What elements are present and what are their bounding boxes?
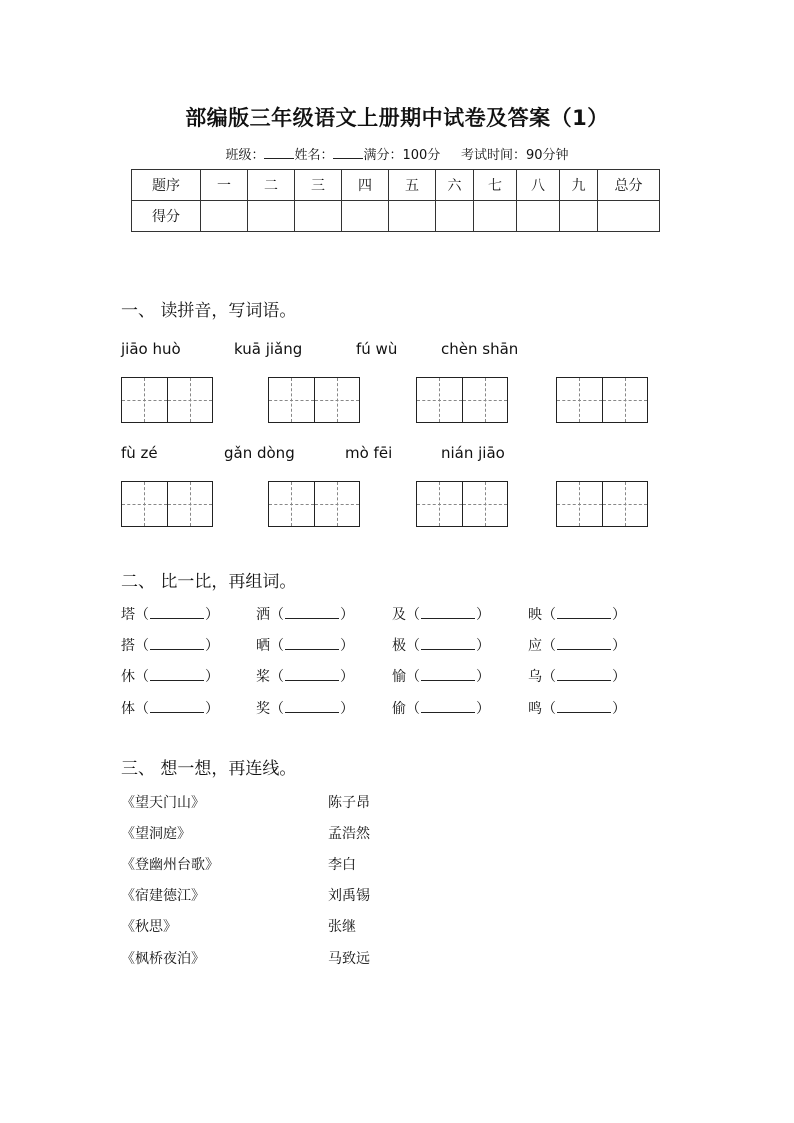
score-header-cell: 五: [389, 170, 436, 201]
name-label: 姓名：: [294, 148, 334, 163]
score-table-score-row: [132, 201, 660, 232]
compare-item: 极（ ）: [392, 638, 490, 654]
exam-time-label: 考试时间：90分钟: [460, 148, 569, 163]
score-table: [131, 169, 660, 232]
compare-item: 鸣（ ）: [528, 701, 626, 717]
compare-item: 塔（ ）: [121, 607, 219, 623]
poem-title[interactable]: 《望天门山》: [121, 795, 205, 811]
writing-grid[interactable]: [268, 377, 360, 423]
compare-char: 体: [121, 701, 135, 717]
compare-item: 及（ ）: [392, 607, 490, 623]
compare-char: 极: [392, 638, 406, 654]
compare-char: 乌: [528, 669, 542, 685]
compare-char: 映: [528, 607, 542, 623]
score-input-cell[interactable]: [517, 201, 560, 232]
score-input-cell[interactable]: [201, 201, 248, 232]
compare-char: 及: [392, 607, 406, 623]
poem-title[interactable]: 《秋思》: [121, 919, 177, 935]
poem-title[interactable]: 《宿建德江》: [121, 888, 205, 904]
writing-grid[interactable]: [556, 377, 648, 423]
compare-char: 愉: [392, 669, 406, 685]
poet-name[interactable]: 马致远: [328, 951, 370, 967]
score-header-cell: 六: [436, 170, 474, 201]
compare-blank[interactable]: [150, 637, 204, 650]
compare-item: 桨（ ）: [256, 669, 354, 685]
poet-name[interactable]: 孟浩然: [328, 826, 370, 842]
compare-blank[interactable]: [285, 606, 339, 619]
compare-item: 休（ ）: [121, 669, 219, 685]
section3-title: 三、 想一想，再连线。: [121, 759, 297, 779]
score-header-cell: 七: [474, 170, 517, 201]
compare-item: 愉（ ）: [392, 669, 490, 685]
page-title: 部编版三年级语文上册期中试卷及答案（1）: [185, 106, 609, 130]
compare-blank[interactable]: [557, 606, 611, 619]
full-score-label: 满分：100分: [363, 148, 441, 163]
compare-blank[interactable]: [557, 668, 611, 681]
name-blank[interactable]: [333, 146, 363, 159]
class-label: 班级：: [225, 148, 265, 163]
class-blank[interactable]: [264, 146, 294, 159]
writing-grid[interactable]: [121, 377, 213, 423]
score-row-label: 得分: [132, 201, 201, 232]
writing-grid[interactable]: [416, 377, 508, 423]
compare-blank[interactable]: [557, 700, 611, 713]
writing-grid[interactable]: [268, 481, 360, 527]
pinyin-label: fù zé: [121, 444, 158, 462]
compare-item: 奖（ ）: [256, 701, 354, 717]
compare-char: 奖: [256, 701, 270, 717]
writing-grid[interactable]: [416, 481, 508, 527]
poem-title[interactable]: 《望洞庭》: [121, 826, 191, 842]
poet-name[interactable]: 刘禹锡: [328, 888, 370, 904]
compare-blank[interactable]: [557, 637, 611, 650]
compare-blank[interactable]: [421, 637, 475, 650]
score-input-cell[interactable]: [295, 201, 342, 232]
compare-blank[interactable]: [285, 637, 339, 650]
compare-char: 桨: [256, 669, 270, 685]
compare-blank[interactable]: [421, 668, 475, 681]
poet-name[interactable]: 李白: [328, 857, 356, 873]
pinyin-label: gǎn dòng: [224, 444, 295, 462]
score-header-cell: 一: [201, 170, 248, 201]
pinyin-label: mò fēi: [345, 444, 393, 462]
compare-blank[interactable]: [285, 668, 339, 681]
compare-char: 休: [121, 669, 135, 685]
compare-item: 洒（ ）: [256, 607, 354, 623]
compare-blank[interactable]: [421, 700, 475, 713]
score-header-cell: 总分: [598, 170, 660, 201]
pinyin-label: jiāo huò: [121, 340, 181, 358]
score-input-cell[interactable]: [598, 201, 660, 232]
score-input-cell[interactable]: [436, 201, 474, 232]
compare-char: 晒: [256, 638, 270, 654]
score-input-cell[interactable]: [389, 201, 436, 232]
compare-blank[interactable]: [150, 606, 204, 619]
compare-item: 偷（ ）: [392, 701, 490, 717]
compare-blank[interactable]: [150, 668, 204, 681]
poem-title[interactable]: 《枫桥夜泊》: [121, 951, 205, 967]
compare-blank[interactable]: [421, 606, 475, 619]
pinyin-label: nián jiāo: [441, 444, 505, 462]
exam-info: [0, 144, 794, 163]
score-input-cell[interactable]: [248, 201, 295, 232]
compare-char: 应: [528, 638, 542, 654]
pinyin-label: fú wù: [356, 340, 398, 358]
compare-item: 映（ ）: [528, 607, 626, 623]
score-table-header-row: [132, 170, 660, 201]
section1-title: 一、 读拼音，写词语。: [121, 301, 297, 321]
pinyin-label: chèn shān: [441, 340, 519, 358]
score-header-cell: 二: [248, 170, 295, 201]
score-header-cell: 三: [295, 170, 342, 201]
section2-title: 二、 比一比，再组词。: [121, 572, 297, 592]
poem-title[interactable]: 《登幽州台歌》: [121, 857, 219, 873]
poet-name[interactable]: 陈子昂: [328, 795, 370, 811]
compare-blank[interactable]: [150, 700, 204, 713]
score-header-cell: 九: [560, 170, 598, 201]
compare-char: 偷: [392, 701, 406, 717]
compare-char: 洒: [256, 607, 270, 623]
score-input-cell[interactable]: [560, 201, 598, 232]
poet-name[interactable]: 张继: [328, 919, 356, 935]
score-header-cell: 八: [517, 170, 560, 201]
score-input-cell[interactable]: [474, 201, 517, 232]
compare-item: 乌（ ）: [528, 669, 626, 685]
score-header-cell: 四: [342, 170, 389, 201]
score-header-cell: 题序: [132, 170, 201, 201]
compare-item: 应（ ）: [528, 638, 626, 654]
pinyin-label: kuā jiǎng: [234, 340, 303, 358]
compare-char: 搭: [121, 638, 135, 654]
compare-item: 体（ ）: [121, 701, 219, 717]
compare-blank[interactable]: [285, 700, 339, 713]
compare-char: 塔: [121, 607, 135, 623]
compare-item: 晒（ ）: [256, 638, 354, 654]
score-input-cell[interactable]: [342, 201, 389, 232]
compare-char: 鸣: [528, 701, 542, 717]
writing-grid[interactable]: [556, 481, 648, 527]
writing-grid[interactable]: [121, 481, 213, 527]
compare-item: 搭（ ）: [121, 638, 219, 654]
